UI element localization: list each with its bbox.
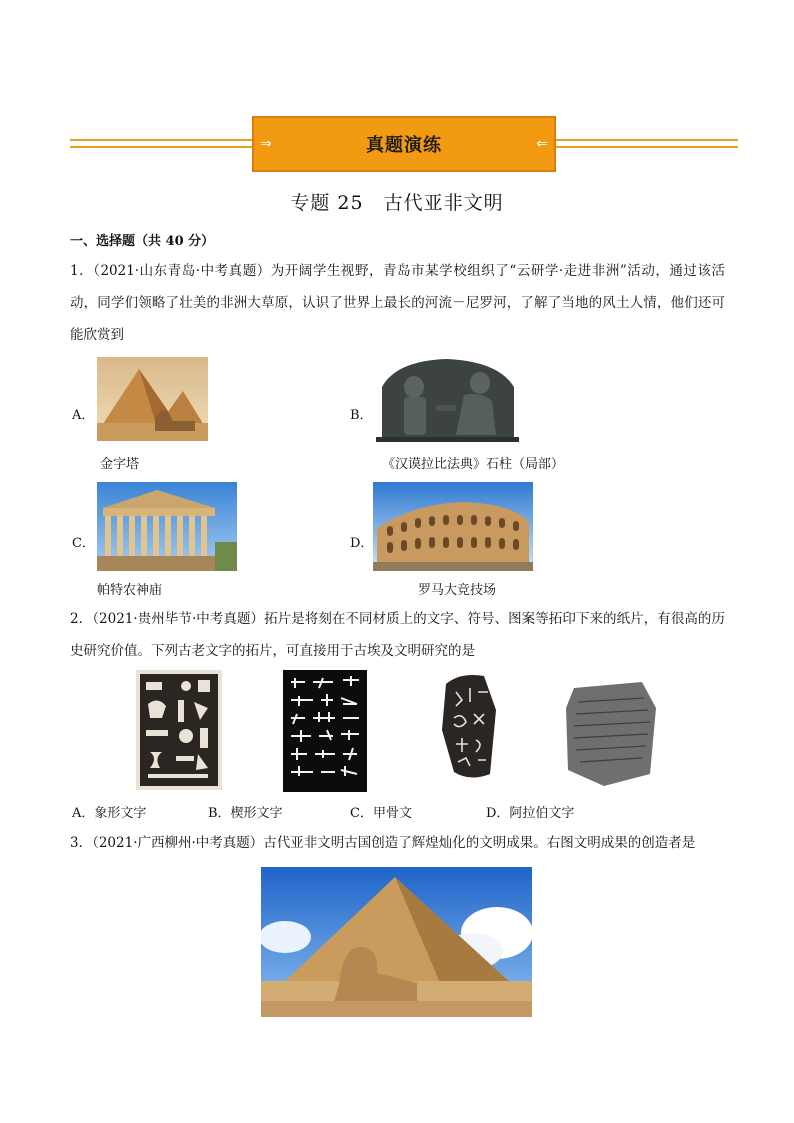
parthenon-photo: [97, 482, 237, 571]
colosseum-photo: [373, 482, 533, 571]
q2-option-b: B．楔形文字: [208, 806, 283, 821]
banner: [252, 116, 556, 172]
pyramid-photo: [97, 357, 208, 441]
question-3-text: 3．（2021·广西柳州·中考真题）古代亚非文明古国创造了辉煌灿化的文明成果。右图文明成果的创造者是: [70, 835, 696, 851]
q1-option-b-letter: B．: [350, 408, 373, 423]
q1-option-d-letter: D．: [350, 536, 374, 551]
oracle-bone-rubbing-image: [440, 670, 502, 782]
q1-option-b-caption: 《汉谟拉比法典》石柱（局部）: [382, 457, 565, 472]
q1-option-c-caption: 帕特农神庙: [97, 583, 163, 598]
page-title: 专题 25 古代亚非文明: [290, 192, 504, 214]
hieroglyph-rubbing-image: [136, 670, 222, 790]
q2-option-a: A．象形文字: [72, 806, 147, 821]
q2-option-d: D．阿拉伯文字: [486, 806, 575, 821]
q2-option-c: C．甲骨文: [350, 806, 412, 821]
arrow-right-icon: ⇒: [260, 136, 272, 152]
q1-option-a-caption: 金字塔: [100, 457, 140, 472]
pyramid-sphinx-photo: [261, 867, 532, 1017]
q1-option-d-caption: 罗马大竞技场: [418, 583, 497, 598]
question-2-text: 2．（2021·贵州毕节·中考真题）拓片是将刻在不同材质上的文字、符号、图案等拓印下来的纸片，有很高的历史研究价值。下列古老文字的拓片，可直接用于古埃及文明研究的是: [70, 611, 725, 659]
q1-option-c-letter: C．: [72, 536, 95, 551]
arabic-script-rubbing-image: [564, 678, 660, 788]
section-heading: 一、选择题（共 40 分）: [70, 234, 215, 249]
hammurabi-stele-photo: [376, 357, 519, 442]
cuneiform-rubbing-image: [283, 670, 367, 792]
arrow-left-icon: ⇐: [536, 136, 548, 152]
question-1-text: 1．（2021·山东青岛·中考真题）为开阔学生视野，青岛市某学校组织了“云研学·走进非洲”活动，通过该活动，同学们领略了壮美的非洲大草原，认识了世界上最长的河流－尼罗河，了解了当地的风土人情，他们还可能欣赏到: [70, 263, 725, 343]
banner-title: 真题演练: [366, 135, 442, 156]
q1-option-a-letter: A．: [72, 408, 95, 423]
